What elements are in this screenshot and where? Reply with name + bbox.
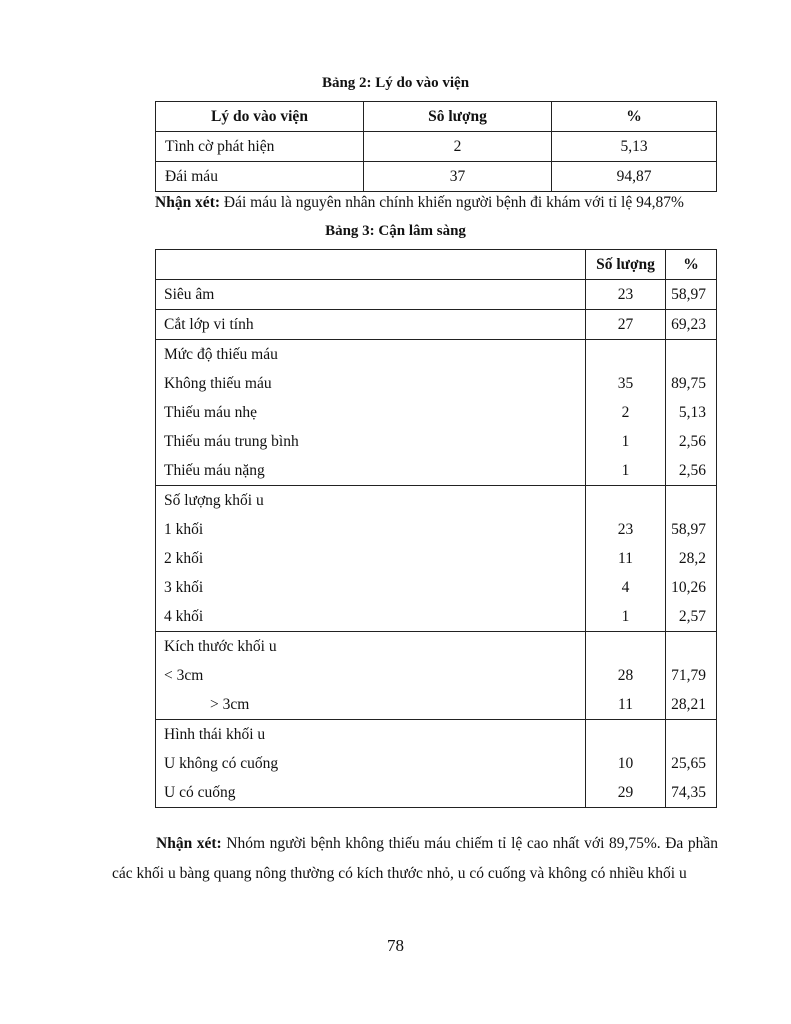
table-row <box>156 280 717 310</box>
table-group-cell <box>666 486 717 632</box>
group-item-count: 35 <box>617 375 634 392</box>
table-group-cell <box>666 720 717 808</box>
group-item-percent: 74,35 <box>671 784 706 801</box>
group-item-percent: 58,97 <box>671 521 706 538</box>
group-item-label: > 3cm <box>210 696 250 713</box>
table-cell: 94,87 <box>552 162 717 192</box>
table3 <box>155 249 717 808</box>
group-item-percent: 28,2 <box>678 550 706 567</box>
group-item-percent: 2,56 <box>678 462 706 479</box>
note-table2 <box>155 194 720 212</box>
table-group-cell <box>156 720 586 808</box>
table-header-row <box>156 102 717 132</box>
table-group-cell <box>666 632 717 720</box>
table-header-row <box>156 250 717 280</box>
group-title: Số lượng khối u <box>164 492 264 509</box>
group-item-percent: 28,21 <box>671 696 706 713</box>
group-item-label: 2 khối <box>164 550 204 567</box>
group-item-count: 2 <box>621 404 630 421</box>
group-item-count: 1 <box>621 433 630 450</box>
table-cell: 69,23 <box>666 310 717 340</box>
page-number: 78 <box>387 936 404 955</box>
table2-caption: Bảng 2: Lý do vào viện <box>321 75 470 91</box>
table-cell: 5,13 <box>552 132 717 162</box>
group-title: Hình thái khối u <box>164 726 266 743</box>
table-group-cell <box>586 486 666 632</box>
table-group-cell <box>156 340 586 486</box>
table-row <box>156 132 717 162</box>
group-item-label: Không thiếu máu <box>164 375 272 392</box>
group-item-label: U không có cuống <box>164 755 279 772</box>
note-label: Nhận xét: <box>155 194 221 211</box>
group-item-percent: 2,56 <box>678 433 706 450</box>
table-header-cell <box>156 250 586 280</box>
note-label: Nhận xét: <box>156 835 222 852</box>
table-cell: 2 <box>364 132 552 162</box>
table-cell: Cắt lớp vi tính <box>156 310 586 340</box>
table-header-cell: Số lượng <box>586 250 666 280</box>
table-cell: 37 <box>364 162 552 192</box>
group-item-count: 28 <box>617 667 634 684</box>
table-cell: Tình cờ phát hiện <box>156 132 364 162</box>
table-row <box>156 310 717 340</box>
table-cell: Đái máu <box>156 162 364 192</box>
table2 <box>155 101 717 192</box>
table-header-cell: Sô lượng <box>364 102 552 132</box>
table-header-cell: % <box>666 250 717 280</box>
group-item-count: 1 <box>621 462 630 479</box>
group-item-percent: 5,13 <box>678 404 706 421</box>
group-item-label: 1 khối <box>164 521 204 538</box>
group-item-percent: 2,57 <box>678 608 706 625</box>
group-item-count: 11 <box>618 696 633 713</box>
table-header-cell: Lý do vào viện <box>156 102 364 132</box>
group-item-count: 23 <box>617 521 634 538</box>
group-item-percent: 10,26 <box>671 579 706 596</box>
group-title: Mức độ thiếu máu <box>164 346 278 363</box>
table-cell: Siêu âm <box>156 280 586 310</box>
table-cell: 23 <box>586 280 666 310</box>
table-row <box>156 162 717 192</box>
table-cell: 27 <box>586 310 666 340</box>
group-item-label: < 3cm <box>164 667 204 684</box>
group-item-label: Thiếu máu trung bình <box>164 433 299 450</box>
group-item-count: 4 <box>621 579 630 596</box>
group-title: Kích thước khối u <box>164 638 277 655</box>
group-item-label: 3 khối <box>164 579 204 596</box>
group-item-percent: 25,65 <box>671 755 706 772</box>
note-table3 <box>112 829 718 889</box>
group-item-label: Thiếu máu nặng <box>164 462 265 479</box>
note-text: Đái máu là nguyên nhân chính khiến người bệnh đi khám với tỉ lệ 94,87% <box>220 194 684 211</box>
table-group-row <box>156 340 717 486</box>
group-item-label: 4 khối <box>164 608 204 625</box>
table-group-cell <box>586 340 666 486</box>
table-group-row <box>156 486 717 632</box>
group-item-label: Thiếu máu nhẹ <box>164 404 257 421</box>
table-header-cell: % <box>552 102 717 132</box>
table-group-row <box>156 720 717 808</box>
table-cell: 58,97 <box>666 280 717 310</box>
table-group-cell <box>586 720 666 808</box>
group-item-count: 11 <box>618 550 633 567</box>
table-group-row <box>156 632 717 720</box>
group-item-count: 29 <box>617 784 634 801</box>
group-item-percent: 71,79 <box>671 667 706 684</box>
table-group-cell <box>586 632 666 720</box>
group-item-label: U có cuống <box>164 784 236 801</box>
table-group-cell <box>156 632 586 720</box>
group-item-count: 1 <box>621 608 630 625</box>
group-item-percent: 89,75 <box>671 375 706 392</box>
note-text: Nhóm người bệnh không thiếu máu chiếm tỉ lệ cao nhất với 89,75%. Đa phần các khối u bàng quang nông thường có kích thước nhỏ, u có cuống và không có nhiều khối u <box>112 835 718 882</box>
group-item-count: 10 <box>617 755 634 772</box>
table3-caption: Bảng 3: Cận lâm sàng <box>325 223 466 239</box>
table-group-cell <box>666 340 717 486</box>
table-group-cell <box>156 486 586 632</box>
